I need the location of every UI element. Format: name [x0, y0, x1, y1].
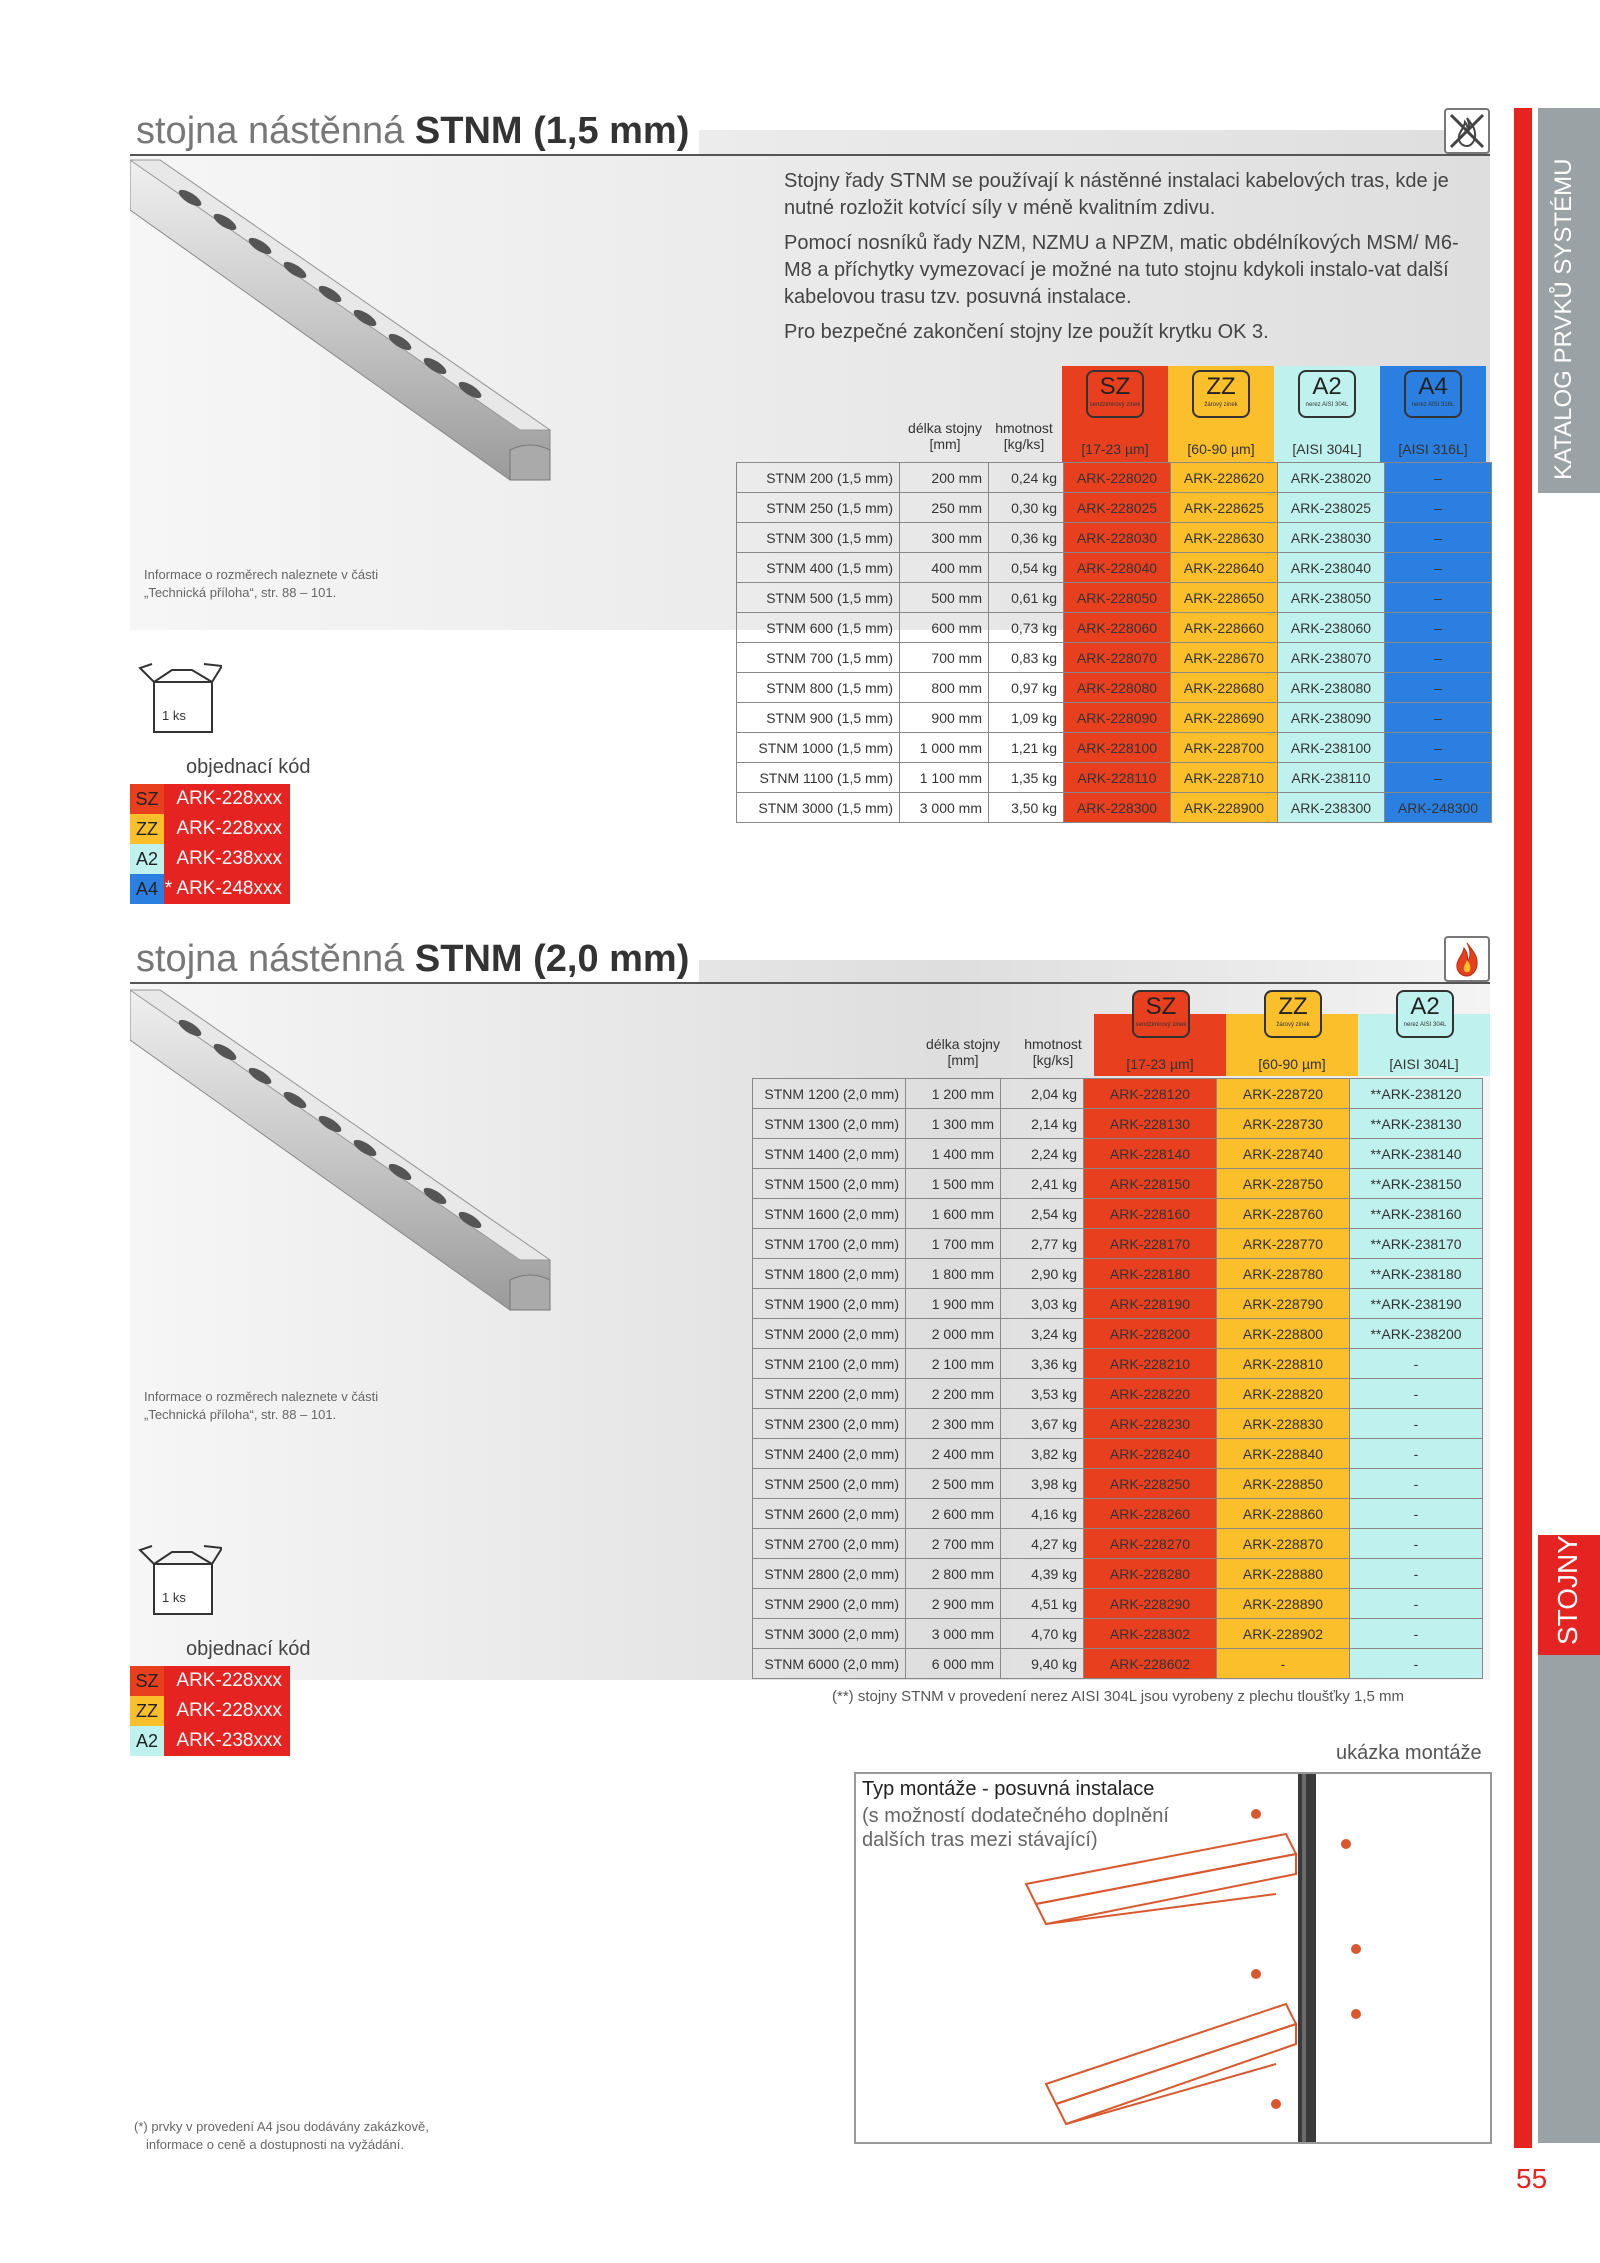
table-cell: ARK-238090	[1278, 703, 1385, 733]
table-row	[737, 613, 1492, 643]
table-cell: ARK-228030	[1064, 523, 1171, 553]
sidebar-gray-strip	[1538, 1655, 1600, 2143]
table-cell: 2 000 mm	[906, 1319, 1001, 1349]
table-row	[737, 643, 1492, 673]
table-row	[737, 463, 1492, 493]
table-cell: STNM 1400 (2,0 mm)	[753, 1139, 906, 1169]
table-cell: 2 700 mm	[906, 1529, 1001, 1559]
table-cell: ARK-238300	[1278, 793, 1385, 823]
table-cell: -	[1350, 1559, 1483, 1589]
sz-badge: SZ sendzimirový zinek	[1132, 990, 1190, 1038]
mounting-subtitle: (s možností dodatečného doplnění dalších tras mezi stávající)	[862, 1805, 1169, 1851]
table-cell: ARK-228260	[1084, 1499, 1217, 1529]
table-cell: ARK-228270	[1084, 1529, 1217, 1559]
table-cell: **ARK-238140	[1350, 1139, 1483, 1169]
table-cell: ARK-228050	[1064, 583, 1171, 613]
table-row	[737, 493, 1492, 523]
table-cell: ARK-228810	[1217, 1349, 1350, 1379]
weight-header: hmotnost [kg/ks]	[995, 420, 1053, 452]
table-cell: 0,73 kg	[989, 613, 1064, 643]
table-cell: ARK-228750	[1217, 1169, 1350, 1199]
table-cell: ARK-228710	[1171, 763, 1278, 793]
table-cell: ARK-228880	[1217, 1559, 1350, 1589]
table-row	[737, 583, 1492, 613]
table-cell: STNM 1200 (2,0 mm)	[753, 1079, 906, 1109]
table-cell: ARK-228902	[1217, 1619, 1350, 1649]
table-cell: 1 700 mm	[906, 1229, 1001, 1259]
table-cell: STNM 250 (1,5 mm)	[737, 493, 900, 523]
table-cell: ARK-228200	[1084, 1319, 1217, 1349]
table-cell: **ARK-238130	[1350, 1109, 1483, 1139]
table-cell: STNM 900 (1,5 mm)	[737, 703, 900, 733]
table-cell: –	[1385, 523, 1492, 553]
zz-unit-label: [60-90 µm]	[1187, 441, 1255, 457]
table-cell: STNM 1500 (2,0 mm)	[753, 1169, 906, 1199]
table-cell: ARK-228740	[1217, 1139, 1350, 1169]
table-cell: ARK-228110	[1064, 763, 1171, 793]
order-code-list	[130, 784, 290, 904]
table-cell: 3,98 kg	[1001, 1469, 1084, 1499]
table-cell: –	[1385, 673, 1492, 703]
table-cell: ARK-228302	[1084, 1619, 1217, 1649]
table-cell: **ARK-238160	[1350, 1199, 1483, 1229]
table-cell: **ARK-238150	[1350, 1169, 1483, 1199]
table-cell: 0,24 kg	[989, 463, 1064, 493]
order-code-row: SZ ARK-228xxx	[130, 784, 290, 814]
table-cell: ARK-228780	[1217, 1259, 1350, 1289]
table-cell: STNM 2700 (2,0 mm)	[753, 1529, 906, 1559]
table-cell: ARK-228900	[1171, 793, 1278, 823]
table-cell: 1,09 kg	[989, 703, 1064, 733]
table-cell: ARK-228250	[1084, 1469, 1217, 1499]
sz-unit-label: [17-23 µm]	[1126, 1056, 1194, 1072]
table-cell: ARK-238020	[1278, 463, 1385, 493]
table-cell: STNM 2000 (2,0 mm)	[753, 1319, 906, 1349]
table-cell: 0,83 kg	[989, 643, 1064, 673]
table-cell: STNM 600 (1,5 mm)	[737, 613, 900, 643]
table-cell: 2,90 kg	[1001, 1259, 1084, 1289]
table-cell: STNM 200 (1,5 mm)	[737, 463, 900, 493]
table-cell: STNM 2600 (2,0 mm)	[753, 1499, 906, 1529]
table-cell: ARK-228150	[1084, 1169, 1217, 1199]
table-cell: ARK-228700	[1171, 733, 1278, 763]
table-cell: 1 300 mm	[906, 1109, 1001, 1139]
table-cell: 0,36 kg	[989, 523, 1064, 553]
table-cell: 2,04 kg	[1001, 1079, 1084, 1109]
table-row	[737, 703, 1492, 733]
table-cell: 2,14 kg	[1001, 1109, 1084, 1139]
table-cell: 3,53 kg	[1001, 1379, 1084, 1409]
table-cell: ARK-228230	[1084, 1409, 1217, 1439]
table-cell: ARK-238110	[1278, 763, 1385, 793]
table-cell: **ARK-238120	[1350, 1079, 1483, 1109]
table-cell: 4,70 kg	[1001, 1619, 1084, 1649]
section1-title: stojna nástěnná STNM (1,5 mm)	[130, 108, 699, 154]
order-code-row: A2 ARK-238xxx	[130, 844, 290, 874]
product-table-1	[736, 462, 1492, 823]
table-cell: **ARK-238180	[1350, 1259, 1483, 1289]
table-cell: 700 mm	[900, 643, 989, 673]
table-row	[753, 1499, 1483, 1529]
table-cell: 0,54 kg	[989, 553, 1064, 583]
sz-badge: SZ sendzimirový zinek	[1086, 370, 1144, 418]
table-row	[753, 1319, 1483, 1349]
table-cell: –	[1385, 583, 1492, 613]
rail-product-image	[130, 150, 570, 490]
table-cell: ARK-228670	[1171, 643, 1278, 673]
table-row	[753, 1139, 1483, 1169]
table-cell: -	[1350, 1589, 1483, 1619]
table-row	[753, 1409, 1483, 1439]
table-cell: ARK-228190	[1084, 1289, 1217, 1319]
table-row	[737, 793, 1492, 823]
table-cell: 3,03 kg	[1001, 1289, 1084, 1319]
table-cell: STNM 500 (1,5 mm)	[737, 583, 900, 613]
sidebar-catalog-tab[interactable]	[1538, 108, 1600, 493]
table-row	[753, 1169, 1483, 1199]
table-cell: STNM 1700 (2,0 mm)	[753, 1229, 906, 1259]
table-cell: ARK-228630	[1171, 523, 1278, 553]
table-cell: STNM 1800 (2,0 mm)	[753, 1259, 906, 1289]
table-cell: ARK-228120	[1084, 1079, 1217, 1109]
section1-description: Stojny řady STNM se používají k nástěnné instalaci kabelových tras, kde je nutné rozložit kotvící síly v méně kvalitním zdivu. Pomocí nosníků řady NZM, NZMU a NPZM, matic obdélníkových MSM/ M6-M8 a příchytky vymezovací je možné na tuto stojnu kdykoli instalo-vat další kabelovou trasu tzv. posuvná instalace. Pro bezpečné zakončení stojny lze použít krytku OK 3.	[784, 170, 1459, 343]
table-cell: ARK-228870	[1217, 1529, 1350, 1559]
table-cell: ARK-228020	[1064, 463, 1171, 493]
table-cell: 600 mm	[900, 613, 989, 643]
order-code-row: ZZ ARK-228xxx	[130, 814, 290, 844]
table-cell: STNM 2200 (2,0 mm)	[753, 1379, 906, 1409]
table-cell: 2 800 mm	[906, 1559, 1001, 1589]
package-quantity: 1 ks	[162, 1590, 186, 1605]
table-row	[753, 1109, 1483, 1139]
table-cell: 4,51 kg	[1001, 1589, 1084, 1619]
table-cell: 1 500 mm	[906, 1169, 1001, 1199]
a2-unit-label: [AISI 304L]	[1389, 1056, 1459, 1072]
table-cell: 1 200 mm	[906, 1079, 1001, 1109]
table-cell: STNM 700 (1,5 mm)	[737, 643, 900, 673]
section1-info-note: Informace o rozměrech naleznete v části „Technická příloha“, str. 88 – 101.	[144, 567, 379, 600]
table-cell: ARK-228602	[1084, 1649, 1217, 1679]
table-cell: 1,35 kg	[989, 763, 1064, 793]
table-cell: –	[1385, 553, 1492, 583]
table-cell: 0,30 kg	[989, 493, 1064, 523]
table-cell: 9,40 kg	[1001, 1649, 1084, 1679]
table-cell: 2 200 mm	[906, 1379, 1001, 1409]
table-cell: 0,97 kg	[989, 673, 1064, 703]
table-cell: 3,36 kg	[1001, 1349, 1084, 1379]
table-cell: 1 000 mm	[900, 733, 989, 763]
table-cell: -	[1350, 1439, 1483, 1469]
table-cell: ARK-238025	[1278, 493, 1385, 523]
table-row	[753, 1229, 1483, 1259]
zz-badge: ZZ žárový zinek	[1192, 370, 1250, 418]
a2-unit-label: [AISI 304L]	[1292, 441, 1362, 457]
table-cell: STNM 2500 (2,0 mm)	[753, 1469, 906, 1499]
table-cell: –	[1385, 703, 1492, 733]
mounting-illustration	[854, 1772, 1492, 2144]
zz-unit-label: [60-90 µm]	[1258, 1056, 1326, 1072]
table-cell: 2 500 mm	[906, 1469, 1001, 1499]
table-cell: ARK-238080	[1278, 673, 1385, 703]
table-cell: STNM 2800 (2,0 mm)	[753, 1559, 906, 1589]
table-row	[753, 1259, 1483, 1289]
bracket-drawing	[856, 1774, 1490, 2142]
table-cell: ARK-228720	[1217, 1079, 1350, 1109]
table-cell: 2 600 mm	[906, 1499, 1001, 1529]
package-quantity: 1 ks	[162, 708, 186, 723]
length-header: délka stojny [mm]	[926, 1036, 1000, 1068]
table-cell: 3 000 mm	[906, 1619, 1001, 1649]
order-code-row: A4 * ARK-248xxx	[130, 874, 290, 904]
table-cell: STNM 2400 (2,0 mm)	[753, 1439, 906, 1469]
table-cell: 250 mm	[900, 493, 989, 523]
table-cell: –	[1385, 613, 1492, 643]
footer-note: (*) prvky v provedení A4 jsou dodávány zakázkově, informace o ceně a dostupnosti na vyžádání.	[134, 2119, 429, 2152]
table-row	[753, 1559, 1483, 1589]
sidebar-section-label: STOJNY	[1552, 1535, 1583, 1645]
table-cell: ARK-228130	[1084, 1109, 1217, 1139]
table-row	[753, 1349, 1483, 1379]
table-cell: 1 800 mm	[906, 1259, 1001, 1289]
table-cell: ARK-228730	[1217, 1109, 1350, 1139]
table-cell: STNM 300 (1,5 mm)	[737, 523, 900, 553]
table-row	[753, 1529, 1483, 1559]
a2-badge: A2 nerez AISI 304L	[1396, 990, 1454, 1038]
table-cell: -	[1350, 1529, 1483, 1559]
table-cell: 2,24 kg	[1001, 1139, 1084, 1169]
table-cell: ARK-228090	[1064, 703, 1171, 733]
table-cell: –	[1385, 733, 1492, 763]
table-cell: ARK-228070	[1064, 643, 1171, 673]
table-cell: ARK-228800	[1217, 1319, 1350, 1349]
table-cell: ARK-238070	[1278, 643, 1385, 673]
table-cell: ARK-228890	[1217, 1589, 1350, 1619]
table-cell: ARK-228770	[1217, 1229, 1350, 1259]
table-row	[753, 1469, 1483, 1499]
table-cell: STNM 2900 (2,0 mm)	[753, 1589, 906, 1619]
table-cell: 400 mm	[900, 553, 989, 583]
section2-info-note: Informace o rozměrech naleznete v části „Technická příloha“, str. 88 – 101.	[144, 1389, 379, 1422]
table-cell: –	[1385, 643, 1492, 673]
table-cell: STNM 1000 (1,5 mm)	[737, 733, 900, 763]
table-cell: ARK-228080	[1064, 673, 1171, 703]
table-cell: ARK-228060	[1064, 613, 1171, 643]
table-cell: 2,41 kg	[1001, 1169, 1084, 1199]
table-cell: 4,16 kg	[1001, 1499, 1084, 1529]
table-cell: 300 mm	[900, 523, 989, 553]
order-code-row: SZ ARK-228xxx	[130, 1666, 290, 1696]
table-cell: -	[1350, 1349, 1483, 1379]
table-cell: ARK-238050	[1278, 583, 1385, 613]
weight-header: hmotnost [kg/ks]	[1024, 1036, 1082, 1068]
table-cell: ARK-228660	[1171, 613, 1278, 643]
table-cell: 3,67 kg	[1001, 1409, 1084, 1439]
table-cell: 4,27 kg	[1001, 1529, 1084, 1559]
table-cell: 900 mm	[900, 703, 989, 733]
table-cell: STNM 1100 (1,5 mm)	[737, 763, 900, 793]
table-cell: 1,21 kg	[989, 733, 1064, 763]
sidebar-red-bar	[1514, 108, 1532, 2148]
table-cell: 2 300 mm	[906, 1409, 1001, 1439]
table-cell: 1 100 mm	[900, 763, 989, 793]
table-cell: ARK-228220	[1084, 1379, 1217, 1409]
table-cell: ARK-228300	[1064, 793, 1171, 823]
table-cell: 2 900 mm	[906, 1589, 1001, 1619]
table-cell: 3,24 kg	[1001, 1319, 1084, 1349]
a2-badge: A2 nerez AISI 304L	[1298, 370, 1356, 418]
table-cell: ARK-228640	[1171, 553, 1278, 583]
table-cell: ARK-228790	[1217, 1289, 1350, 1319]
table-cell: ARK-228210	[1084, 1349, 1217, 1379]
table-cell: STNM 400 (1,5 mm)	[737, 553, 900, 583]
table-cell: –	[1385, 463, 1492, 493]
table-cell: ARK-228170	[1084, 1229, 1217, 1259]
table-row	[753, 1619, 1483, 1649]
table-cell: -	[1350, 1409, 1483, 1439]
table-cell: -	[1217, 1649, 1350, 1679]
table-cell: 3,82 kg	[1001, 1439, 1084, 1469]
table-row	[753, 1589, 1483, 1619]
table-cell: 500 mm	[900, 583, 989, 613]
table-cell: **ARK-238200	[1350, 1319, 1483, 1349]
table-cell: 800 mm	[900, 673, 989, 703]
page-number: 55	[1516, 2163, 1548, 2194]
table-cell: STNM 800 (1,5 mm)	[737, 673, 900, 703]
table-cell: STNM 1600 (2,0 mm)	[753, 1199, 906, 1229]
table-row	[753, 1079, 1483, 1109]
table-cell: ARK-228680	[1171, 673, 1278, 703]
table-cell: 1 400 mm	[906, 1139, 1001, 1169]
table-cell: 2 100 mm	[906, 1349, 1001, 1379]
table-row	[753, 1199, 1483, 1229]
product-table-2	[752, 1078, 1483, 1679]
table-cell: ARK-228830	[1217, 1409, 1350, 1439]
table-cell: ARK-228860	[1217, 1499, 1350, 1529]
sz-unit-label: [17-23 µm]	[1081, 441, 1149, 457]
table-cell: ARK-228290	[1084, 1589, 1217, 1619]
order-code-heading: objednací kód	[186, 756, 311, 778]
mounting-title: Typ montáže - posuvná instalace	[862, 1778, 1155, 1800]
table-cell: ARK-228650	[1171, 583, 1278, 613]
table-cell: ARK-228840	[1217, 1439, 1350, 1469]
table-cell: ARK-238060	[1278, 613, 1385, 643]
order-code-row: A2 ARK-238xxx	[130, 1726, 290, 1756]
table-cell: ARK-228160	[1084, 1199, 1217, 1229]
table-row	[737, 673, 1492, 703]
table-cell: -	[1350, 1649, 1483, 1679]
table-cell: STNM 3000 (2,0 mm)	[753, 1619, 906, 1649]
a4-badge: A4 nerez AISI 316L	[1404, 370, 1462, 418]
table-cell: ARK-248300	[1385, 793, 1492, 823]
table-cell: 1 600 mm	[906, 1199, 1001, 1229]
no-fire-icon	[1444, 108, 1490, 154]
package-icon	[132, 660, 222, 738]
table-cell: ARK-238100	[1278, 733, 1385, 763]
table-cell: STNM 6000 (2,0 mm)	[753, 1649, 906, 1679]
table-cell: –	[1385, 493, 1492, 523]
table-cell: ARK-228625	[1171, 493, 1278, 523]
table-cell: -	[1350, 1499, 1483, 1529]
table-row	[753, 1649, 1483, 1679]
table-cell: 2,54 kg	[1001, 1199, 1084, 1229]
table-cell: **ARK-238170	[1350, 1229, 1483, 1259]
table-cell: 4,39 kg	[1001, 1559, 1084, 1589]
table-cell: 1 900 mm	[906, 1289, 1001, 1319]
table-cell: STNM 2300 (2,0 mm)	[753, 1409, 906, 1439]
order-code-row: ZZ ARK-228xxx	[130, 1696, 290, 1726]
table-cell: STNM 3000 (1,5 mm)	[737, 793, 900, 823]
table-cell: -	[1350, 1469, 1483, 1499]
table-cell: **ARK-238190	[1350, 1289, 1483, 1319]
table-footnote: (**) stojny STNM v provedení nerez AISI 304L jsou vyrobeny z plechu tloušťky 1,5 mm	[832, 1688, 1404, 1705]
length-header: délka stojny [mm]	[908, 420, 982, 452]
table-cell: -	[1350, 1619, 1483, 1649]
table-cell: ARK-228850	[1217, 1469, 1350, 1499]
table-row	[737, 553, 1492, 583]
table-cell: 2 400 mm	[906, 1439, 1001, 1469]
table-cell: ARK-238040	[1278, 553, 1385, 583]
table-cell: -	[1350, 1379, 1483, 1409]
mounting-label: ukázka montáže	[1336, 1742, 1482, 1764]
table-cell: ARK-228180	[1084, 1259, 1217, 1289]
a4-unit-label: [AISI 316L]	[1398, 441, 1468, 457]
table-row	[737, 733, 1492, 763]
table-cell: 3,50 kg	[989, 793, 1064, 823]
sidebar-section-tab[interactable]	[1538, 1535, 1600, 1655]
zz-badge: ZZ žárový zinek	[1264, 990, 1322, 1038]
sidebar-catalog-label: KATALOG PRVKŮ SYSTÉMU	[1550, 158, 1577, 480]
rail-product-image	[130, 980, 570, 1320]
table-cell: –	[1385, 763, 1492, 793]
table-cell: STNM 1300 (2,0 mm)	[753, 1109, 906, 1139]
table-cell: STNM 2100 (2,0 mm)	[753, 1349, 906, 1379]
table-cell: ARK-228025	[1064, 493, 1171, 523]
table-cell: ARK-228140	[1084, 1139, 1217, 1169]
table-cell: STNM 1900 (2,0 mm)	[753, 1289, 906, 1319]
table-cell: ARK-228760	[1217, 1199, 1350, 1229]
table-cell: ARK-238030	[1278, 523, 1385, 553]
table-cell: ARK-228620	[1171, 463, 1278, 493]
table-row	[753, 1379, 1483, 1409]
table-cell: ARK-228820	[1217, 1379, 1350, 1409]
table-row	[753, 1439, 1483, 1469]
table-cell: 6 000 mm	[906, 1649, 1001, 1679]
section2-title: stojna nástěnná STNM (2,0 mm)	[130, 936, 699, 982]
table-cell: ARK-228100	[1064, 733, 1171, 763]
table-cell: ARK-228040	[1064, 553, 1171, 583]
fire-icon	[1444, 936, 1490, 982]
order-code-list	[130, 1666, 290, 1756]
table-cell: ARK-228690	[1171, 703, 1278, 733]
table-cell: 3 000 mm	[900, 793, 989, 823]
order-code-heading: objednací kód	[186, 1638, 311, 1660]
table-cell: ARK-228240	[1084, 1439, 1217, 1469]
table-row	[737, 763, 1492, 793]
table-cell: 2,77 kg	[1001, 1229, 1084, 1259]
table-row	[737, 523, 1492, 553]
table-cell: ARK-228280	[1084, 1559, 1217, 1589]
package-icon	[132, 1542, 222, 1620]
table-row	[753, 1289, 1483, 1319]
table-cell: 0,61 kg	[989, 583, 1064, 613]
table-cell: 200 mm	[900, 463, 989, 493]
